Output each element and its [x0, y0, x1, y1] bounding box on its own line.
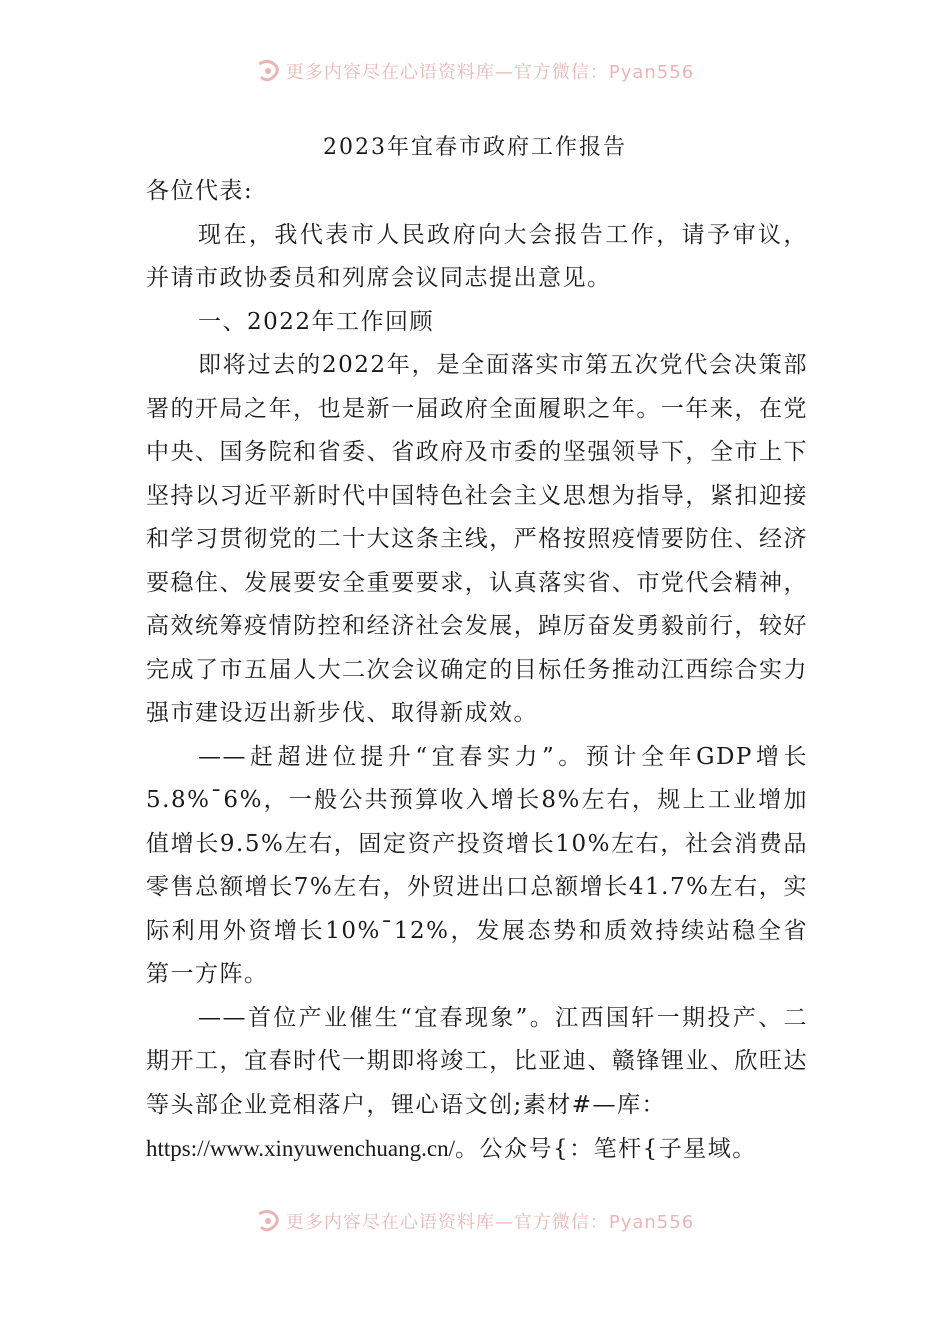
watermark-text: 更多内容尽在心语资料库—官方微信：Pyan556: [285, 62, 695, 83]
watermark-logo-icon: [256, 60, 282, 82]
watermark-top: [0, 56, 950, 86]
source-url: https://www.xinyuwenchuang.cn/: [146, 1136, 455, 1161]
document-body: [146, 170, 808, 1172]
final-line: [146, 1127, 808, 1172]
section-heading: 一、2022年工作回顾: [198, 308, 435, 335]
paragraph: 即将过去的2022年，是全面落实市第五次党代会决策部署的开局之年，也是新一届政府全面履职之年。一年来，在党中央、国务院和省委、省政府及市委的坚强领导下，全市上下坚持以习近平新时代中国特色社会主义思想为指导，紧扣迎接和学习贯彻党的二十大这条主线，严格按照疫情要防住、经济要稳住、发展要安全重要要求，认真落实省、市党代会精神，高效统筹疫情防控和经济社会发展，踔厉奋发勇毅前行，较好完成了市五届人大二次会议确定的目标任务推动江西综合实力强市建设迈出新步伐、取得新成效。: [146, 352, 808, 726]
paragraph: ——赶超进位提升“宜春实力”。预计全年GDP增长5.8%¯6%，一般公共预算收入增长8%左右，规上工业增加值增长9.5%左右，固定资产投资增长10%左右，社会消费品零售总额增长7%左右，外贸进出口总额增长41.7%左右，实际利用外资增长10%¯12%，发展态势和质效持续站稳全省第一方阵。: [146, 743, 808, 987]
document-title: 2023年宜春市政府工作报告: [323, 135, 627, 160]
paragraph: ——首位产业催生“宜春现象”。江西国轩一期投产、二期开工，宜春时代一期即将竣工，比亚迪、赣锋锂业、欣旺达等头部企业竞相落户，锂心语文创;素材#—库：: [146, 1004, 808, 1118]
watermark-logo-icon: [256, 1210, 282, 1232]
watermark-text: 更多内容尽在心语资料库—官方微信：Pyan556: [285, 1212, 695, 1233]
watermark-bottom: [0, 1206, 950, 1236]
final-line-suffix: 。公众号{：笔杆{子星域。: [454, 1136, 757, 1162]
salutation: 各位代表:: [146, 178, 254, 204]
paragraph: 现在，我代表市人民政府向大会报告工作，请予审议，并请市政协委员和列席会议同志提出意见。: [146, 221, 808, 291]
